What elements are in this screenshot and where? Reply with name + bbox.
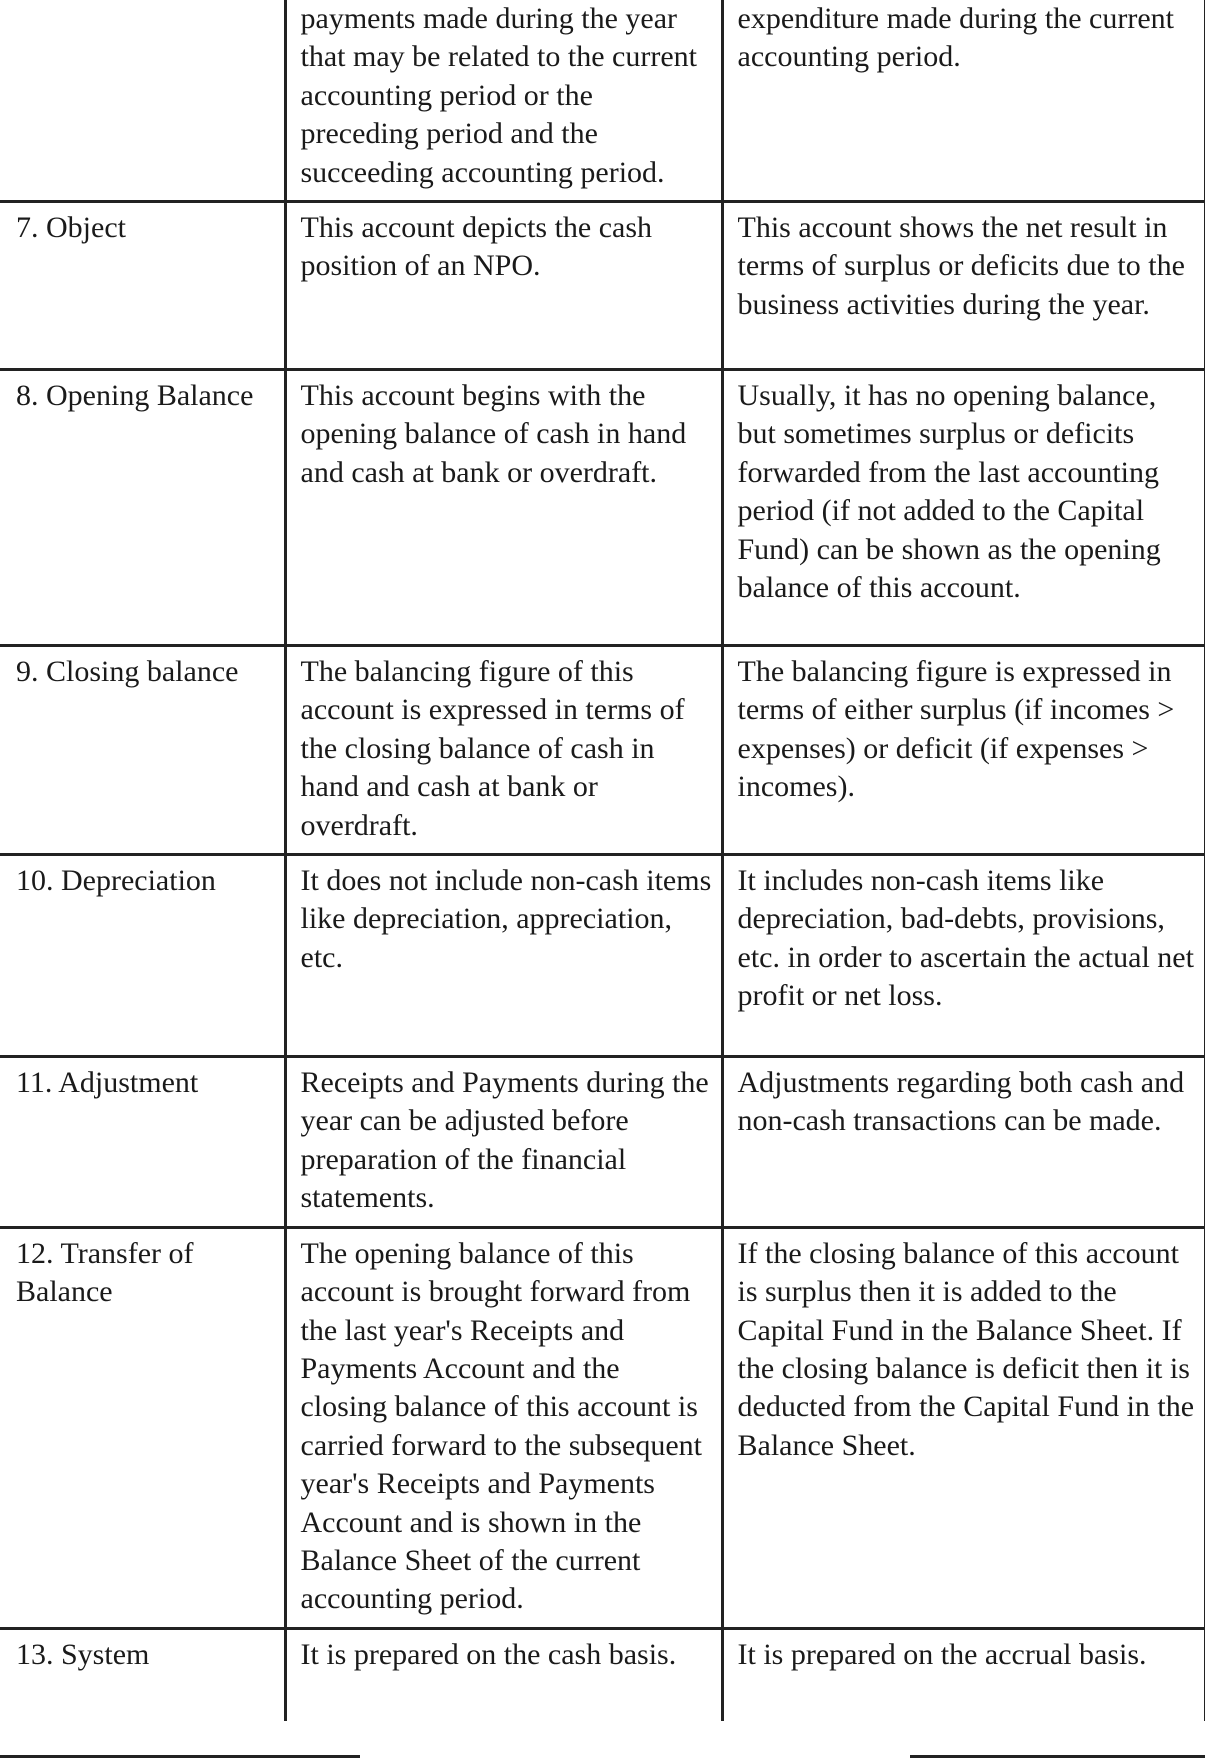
income-expenditure-cell	[722, 1057, 1205, 1228]
feature-text: 12. Transfer of Balance	[16, 1236, 194, 1309]
feature-cell	[0, 1057, 285, 1228]
income-expenditure-text: It is prepared on the accrual basis.	[737, 1637, 1147, 1671]
feature-text: 13. System	[16, 1637, 150, 1671]
income-expenditure-cell	[722, 646, 1205, 855]
receipts-payments-text: It does not include non-cash items like depreciation, appreciation, etc.	[300, 864, 712, 974]
income-expenditure-cell	[722, 202, 1205, 370]
feature-cell	[0, 855, 285, 1057]
feature-cell	[0, 0, 285, 202]
receipts-payments-text: This account depicts the cash position of an NPO.	[300, 211, 653, 283]
table-row	[0, 646, 1205, 855]
feature-cell	[0, 370, 285, 646]
feature-cell	[0, 1227, 285, 1628]
feature-cell	[0, 1628, 285, 1721]
income-expenditure-text: It includes non-cash items like depreciation, bad-debts, provisions, etc. in order to ascertain the actual net profit or net loss.	[737, 864, 1194, 1013]
receipts-payments-cell	[285, 1227, 722, 1628]
table-row	[0, 1227, 1205, 1628]
feature-text: 8. Opening Balance	[16, 379, 254, 413]
income-expenditure-cell	[722, 1628, 1205, 1721]
receipts-payments-text: Receipts and Payments during the year can be adjusted before preparation of the financial statements.	[300, 1066, 709, 1215]
table-row	[0, 1057, 1205, 1228]
feature-text: 7. Object	[16, 211, 126, 245]
income-expenditure-cell	[722, 370, 1205, 646]
income-expenditure-text: Usually, it has no opening balance, but sometimes surplus or deficits forwarded from the last accounting period (if not added to the Capital Fund) can be shown as the opening balance of this account.	[737, 379, 1161, 605]
feature-text: 9. Closing balance	[16, 655, 239, 689]
receipts-payments-cell	[285, 855, 722, 1057]
receipts-payments-cell	[285, 370, 722, 646]
receipts-payments-cell	[285, 202, 722, 370]
income-expenditure-text: Adjustments regarding both cash and non-cash transactions can be made.	[737, 1066, 1185, 1138]
table-row	[0, 370, 1205, 646]
receipts-payments-cell	[285, 1628, 722, 1721]
income-expenditure-text: expenditure made during the current accounting period.	[737, 2, 1174, 74]
feature-cell	[0, 202, 285, 370]
income-expenditure-text: The balancing figure is expressed in terms of either surplus (if incomes > expenses) or deficit (if expenses > incomes).	[737, 655, 1175, 804]
table-row	[0, 0, 1205, 202]
table-row	[0, 202, 1205, 370]
income-expenditure-cell	[722, 0, 1205, 202]
receipts-payments-text: The balancing figure of this account is expressed in terms of the closing balance of cash in hand and cash at bank or overdraft.	[300, 655, 685, 842]
feature-text: 10. Depreciation	[16, 864, 216, 898]
income-expenditure-text: If the closing balance of this account is surplus then it is added to the Capital Fund in the Balance Sheet. If the closing balance is deficit then it is deducted from the Capital Fund in the Balance Sheet.	[737, 1236, 1195, 1462]
receipts-payments-cell	[285, 0, 722, 202]
receipts-payments-text: payments made during the year that may be related to the current accounting period or the preceding period and the succeeding accounting period.	[300, 2, 697, 189]
income-expenditure-cell	[722, 1227, 1205, 1628]
receipts-payments-text: This account begins with the opening balance of cash in hand and cash at bank or overdraft.	[300, 379, 687, 489]
table-row	[0, 855, 1205, 1057]
income-expenditure-cell	[722, 855, 1205, 1057]
receipts-payments-text: It is prepared on the cash basis.	[300, 1637, 677, 1671]
feature-cell	[0, 646, 285, 855]
receipts-payments-cell	[285, 1057, 722, 1228]
receipts-payments-cell	[285, 646, 722, 855]
income-expenditure-text: This account shows the net result in terms of surplus or deficits due to the business activities during the year.	[737, 211, 1185, 321]
feature-text: 11. Adjustment	[16, 1066, 199, 1100]
receipts-payments-text: The opening balance of this account is brought forward from the last year's Receipts and Payments Account and the closing balance of this account is carried forward to the subsequent year's Receipts and Payments Account and is shown in the Balance Sheet of the current accounting period.	[300, 1236, 703, 1616]
table-row	[0, 1628, 1205, 1721]
